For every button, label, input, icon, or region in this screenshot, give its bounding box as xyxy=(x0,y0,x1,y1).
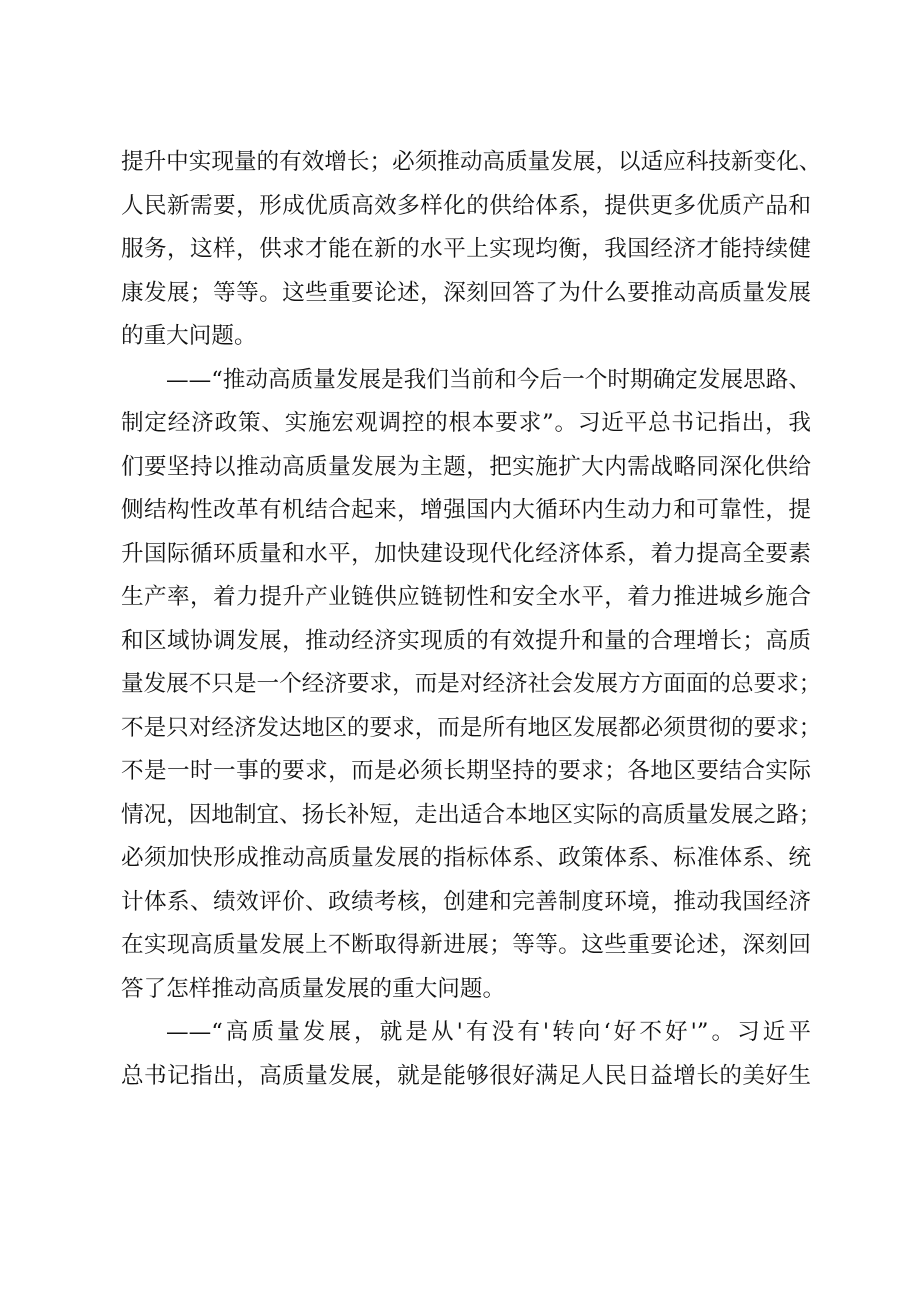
text-line: 提升中实现量的有效增长；必须推动高质量发展，以适应科技新变化、 xyxy=(121,149,822,175)
text-line: 不是一时一事的要求，而是必须长期坚持的要求；各地区要结合实际 xyxy=(121,758,811,784)
text-line: 情况，因地制宜、扬长补短，走出适合本地区实际的高质量发展之路； xyxy=(121,801,822,828)
text-line: 人民新需要，形成优质高效多样化的供给体系，提供更多优质产品和 xyxy=(121,192,811,219)
text-line: ——“高质量发展，就是从'有没有'转向‘好不好'”。习近平 xyxy=(166,1019,811,1045)
text-line: 总书记指出，高质量发展，就是能够很好满足人民日益增长的美好生 xyxy=(121,1062,811,1089)
text-line: ——“推动高质量发展是我们当前和今后一个时期确定发展思路、 xyxy=(166,366,811,393)
text-line: 侧结构性改革有机结合起来，增强国内大循环内生动力和可靠性，提 xyxy=(121,497,811,523)
paragraph-from-whether-to-how-good xyxy=(121,1011,811,1098)
text-line: 生产率，着力提升产业链供应链韧性和安全水平，着力推进城乡施合 xyxy=(121,584,811,610)
text-line: 和区域协调发展，推动经济实现质的有效提升和量的合理增长；高质 xyxy=(121,627,811,654)
text-line: 在实现高质量发展上不断取得新进展；等等。这些重要论述，深刻回 xyxy=(121,932,811,958)
text-line: 答了怎样推动高质量发展的重大问题。 xyxy=(121,975,506,1002)
text-line: 的重大问题。 xyxy=(121,323,257,349)
text-line: 们要坚持以推动高质量发展为主题，把实施扩大内需战略同深化供给 xyxy=(121,453,811,480)
text-line: 不是只对经济发达地区的要求，而是所有地区发展都必须贯彻的要求； xyxy=(121,714,822,741)
text-line: 升国际循环质量和水平，加快建设现代化经济体系，着力提高全要素 xyxy=(121,540,811,567)
text-line: 量发展不只是一个经济要求，而是对经济社会发展方方面面的总要求； xyxy=(121,671,822,697)
text-line: 计体系、绩效评价、政绩考核，创建和完善制度环境，推动我国经济 xyxy=(121,888,811,915)
text-line: 必须加快形成推动高质量发展的指标体系、政策体系、标准体系、统 xyxy=(121,845,811,871)
text-line: 服务，这样，供求才能在新的水平上实现均衡，我国经济才能持续健 xyxy=(121,236,811,262)
paragraph-fundamental-requirement xyxy=(121,359,822,1012)
text-line: 康发展；等等。这些重要论述，深刻回答了为什么要推动高质量发展 xyxy=(121,279,811,306)
text-line: 制定经济政策、实施宏观调控的根本要求”。习近平总书记指出，我 xyxy=(121,410,811,436)
paragraph-continuation xyxy=(121,141,822,359)
document-body xyxy=(121,141,822,1098)
